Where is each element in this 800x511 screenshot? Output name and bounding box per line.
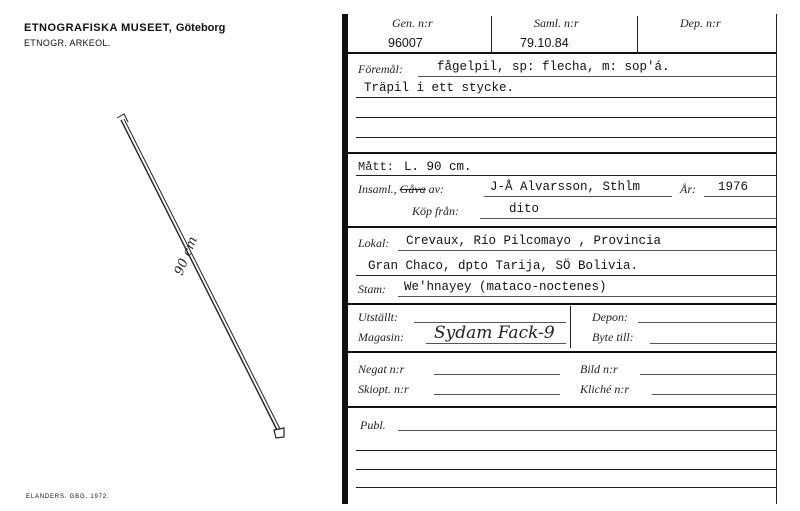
arrow-sketch: [100, 110, 310, 450]
department-label: ETNOGR. ARKEOL.: [24, 38, 111, 48]
insaml-fill: [484, 196, 672, 197]
rule-c: [356, 137, 776, 138]
magasin-value: Sydam Fack-9: [434, 323, 555, 343]
negat-label: Negat n:r: [358, 362, 405, 376]
byte-fill: [650, 343, 776, 344]
section-rule-1: [348, 152, 776, 154]
dep-nr-label: Dep. n:r: [680, 16, 721, 30]
depon-label: Depon:: [592, 310, 628, 324]
insaml-struck-word: Gåva: [399, 182, 426, 196]
section-rule-5: [348, 406, 776, 408]
lokal-fill: [398, 250, 776, 251]
section-rule-2: [348, 226, 776, 228]
publ-rule-3: [356, 469, 776, 470]
depon-fill: [638, 322, 776, 323]
header-rule: [348, 52, 776, 54]
insaml-label: [358, 182, 444, 197]
section-rule-4: [348, 351, 776, 353]
section-rule-3: [348, 303, 776, 305]
kop-label: Köp från:: [412, 204, 460, 218]
skiopt-label: Skiopt. n:r: [358, 382, 409, 396]
stam-value: We'hnayey (mataco-noctenes): [404, 280, 607, 294]
byte-label: Byte till:: [592, 330, 634, 344]
matt-value: L. 90 cm.: [404, 160, 472, 174]
kliche-label: Kliché n:r: [580, 382, 629, 396]
foremal-line1: fågelpil, sp: flecha, m: sop'á.: [437, 60, 670, 74]
publ-rule-2: [356, 450, 776, 451]
magasin-label: Magasin:: [358, 330, 404, 344]
lokal-line2: Gran Chaco, dpto Tarija, SÖ Bolivia.: [368, 259, 639, 273]
storage-divider: [570, 306, 571, 348]
matt-label: Mått:: [358, 160, 395, 174]
utstallt-label: Utställt:: [358, 310, 399, 324]
publ-label: Publ.: [360, 418, 386, 432]
printer-imprint: ELANDERS. GBG. 1972.: [26, 494, 110, 500]
lokal-rule-2: [356, 275, 776, 276]
magasin-fill: [426, 343, 566, 344]
col-divider-2: [637, 16, 638, 52]
rule-a: [356, 97, 776, 98]
museum-city: Göteborg: [175, 22, 226, 34]
saml-nr-value: 79.10.84: [520, 36, 569, 50]
insaml-label-text: Insaml.,: [358, 182, 397, 196]
lokal-line1: Crevaux, Río Pilcomayo , Provincia: [406, 234, 662, 248]
foremal-line2: Träpil i ett stycke.: [364, 81, 515, 95]
arrow-drawing: [117, 114, 284, 438]
stam-label: Stam:: [358, 282, 386, 296]
bild-fill: [640, 374, 776, 375]
kop-fill: [480, 218, 776, 219]
publ-fill-1: [398, 430, 776, 431]
negat-fill: [434, 374, 560, 375]
sketch-dimension-label: 90 cm: [171, 234, 201, 278]
ar-value: 1976: [718, 180, 749, 194]
ar-fill: [704, 196, 776, 197]
col-divider-1: [491, 16, 492, 52]
card-right-edge: [776, 14, 777, 504]
bild-label: Bild n:r: [580, 362, 618, 376]
saml-nr-label: Saml. n:r: [534, 16, 579, 30]
card-spine: [342, 14, 348, 504]
gen-nr-value: 96007: [388, 36, 423, 50]
publ-rule-4: [356, 487, 776, 488]
stam-fill: [398, 296, 776, 297]
gen-nr-label: Gen. n:r: [392, 16, 433, 30]
kliche-fill: [652, 394, 776, 395]
insaml-label-tail: av:: [428, 182, 444, 196]
insaml-value: J-Å Alvarsson, Sthlm: [490, 180, 641, 194]
museum-name: ETNOGRAFISKA MUSEET,: [24, 22, 173, 34]
foremal-fill: [418, 76, 776, 77]
foremal-label: Föremål:: [358, 62, 403, 76]
ar-label: År:: [680, 182, 696, 196]
rule-b: [356, 117, 776, 118]
kop-value: dito: [509, 202, 540, 216]
matt-rule: [356, 175, 776, 176]
lokal-label: Lokal:: [358, 236, 390, 250]
skiopt-fill: [434, 394, 560, 395]
museum-title: [24, 22, 225, 34]
